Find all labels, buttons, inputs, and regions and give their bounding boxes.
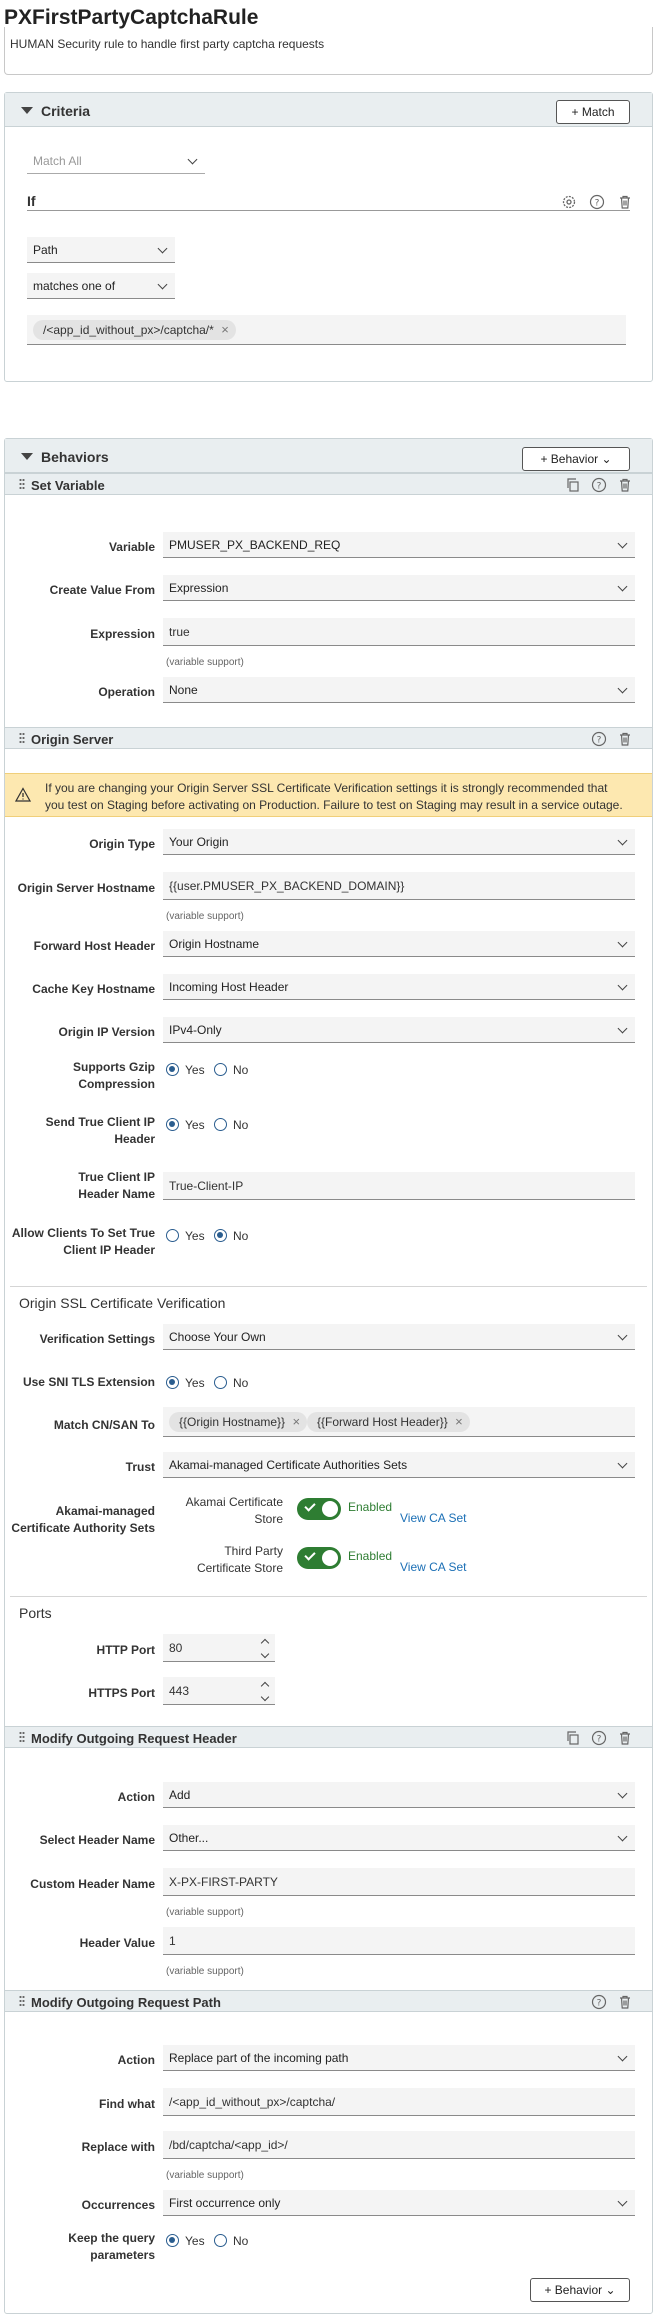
http-port-stepper[interactable] [163, 1634, 275, 1662]
modify-header-header [5, 1726, 652, 1748]
allow-clients-yes-label: Yes [185, 1229, 205, 1243]
chevron-down-icon [158, 280, 168, 290]
help-icon[interactable] [589, 194, 605, 210]
warning-icon [15, 787, 31, 803]
trash-icon[interactable] [617, 194, 633, 210]
https-port-stepper[interactable] [163, 1677, 275, 1705]
send-true-client-no-radio[interactable] [214, 1118, 227, 1131]
behaviors-header [5, 439, 652, 473]
svg-text:?: ? [596, 1998, 602, 2009]
akamai-store-toggle[interactable] [297, 1498, 341, 1520]
gzip-yes-label: Yes [185, 1063, 205, 1077]
custom-header-input[interactable]: X-PX-FIRST-PARTY [163, 1868, 635, 1896]
chevron-down-icon [618, 582, 628, 592]
chevron-down-icon [618, 1832, 628, 1842]
ca-sets-label: Akamai-managed Certificate Authority Sets [11, 1504, 155, 1535]
check-icon [304, 1549, 315, 1560]
sni-yes-label: Yes [185, 1376, 205, 1390]
occurrences-select[interactable] [163, 2190, 635, 2216]
occurrences-label: Occurrences [81, 2198, 155, 2212]
keep-query-no-radio[interactable] [214, 2234, 227, 2247]
drag-handle-icon[interactable] [19, 732, 25, 745]
trust-select[interactable] [163, 1452, 635, 1478]
allow-clients-label: Allow Clients To Set True Client IP Header [11, 1226, 155, 1257]
add-behavior-label: + Behavior [540, 452, 599, 466]
ports-section-divider [10, 1596, 647, 1597]
behaviors-card [4, 438, 653, 2314]
replace-with-hint: (variable support) [166, 2170, 244, 2181]
third-party-store-toggle[interactable] [297, 1547, 341, 1569]
ssl-section-title: Origin SSL Certificate Verification [19, 1295, 226, 1311]
akamai-store-status: Enabled [348, 1500, 393, 1514]
match-all-placeholder: Match All [33, 154, 82, 168]
send-true-client-no-label: No [233, 1118, 249, 1132]
header-action-label: Action [117, 1790, 155, 1804]
true-client-name-input[interactable]: True-Client-IP [163, 1172, 635, 1200]
help-icon[interactable] [591, 731, 607, 747]
select-header-select[interactable] [163, 1825, 635, 1851]
sni-no-label: No [233, 1376, 249, 1390]
condition-field-select[interactable] [27, 237, 175, 263]
ip-version-select[interactable] [163, 1017, 635, 1043]
svg-text:?: ? [596, 1734, 602, 1745]
trash-icon[interactable] [617, 1994, 633, 2010]
allow-clients-no-radio[interactable] [214, 1229, 227, 1242]
origin-type-label: Origin Type [89, 837, 155, 851]
svg-text:?: ? [596, 735, 602, 746]
cache-key-value: Incoming Host Header [169, 980, 289, 994]
akamai-view-ca-set-link[interactable]: View CA Set [400, 1511, 467, 1525]
chevron-down-icon [618, 1331, 628, 1341]
occurrences-value: First occurrence only [169, 2196, 281, 2210]
path-action-value: Replace part of the incoming path [169, 2051, 349, 2065]
expression-hint: (variable support) [166, 657, 244, 668]
https-port-label: HTTPS Port [88, 1686, 155, 1700]
origin-hostname-label: Origin Server Hostname [17, 881, 155, 895]
chevron-down-icon [618, 836, 628, 846]
chip-label: {{Forward Host Header}} [317, 1415, 448, 1429]
add-behavior-label: + Behavior [544, 2283, 603, 2297]
ssl-section-divider [10, 1286, 647, 1287]
chevron-down-icon [618, 1789, 628, 1799]
send-true-client-label: Send True Client IP Header [45, 1115, 155, 1146]
create-value-from-value: Expression [169, 581, 229, 595]
gear-icon[interactable] [561, 194, 577, 210]
collapse-caret-icon[interactable] [21, 107, 33, 114]
origin-type-select[interactable] [163, 829, 635, 855]
condition-values-input[interactable] [27, 315, 626, 345]
forward-host-value: Origin Hostname [169, 937, 260, 951]
ports-section-title: Ports [19, 1605, 52, 1621]
https-port-value: 443 [169, 1684, 190, 1698]
third-party-store-status: Enabled [348, 1549, 393, 1563]
set-variable-header [5, 473, 652, 495]
gzip-no-radio[interactable] [214, 1063, 227, 1076]
match-cn-input[interactable] [163, 1407, 635, 1437]
if-underline [27, 210, 630, 211]
origin-server-title: Origin Server [31, 732, 114, 747]
help-icon[interactable] [591, 1730, 607, 1746]
svg-text:?: ? [594, 198, 600, 209]
sni-yes-radio[interactable] [166, 1376, 179, 1389]
copy-icon[interactable] [565, 1730, 581, 1746]
condition-value-chip [33, 320, 236, 340]
cache-key-select[interactable] [163, 974, 635, 1000]
check-icon [304, 1500, 315, 1511]
trash-icon[interactable] [617, 731, 633, 747]
gzip-yes-radio[interactable] [166, 1063, 179, 1076]
gzip-no-label: No [233, 1063, 249, 1077]
origin-type-value: Your Origin [169, 835, 229, 849]
ssl-warning-banner [5, 773, 652, 817]
forward-host-label: Forward Host Header [33, 939, 155, 953]
svg-text:?: ? [596, 481, 602, 492]
chevron-down-icon: ⌄ [601, 452, 612, 466]
if-label: If [27, 193, 36, 209]
third-party-view-ca-set-link[interactable]: View CA Set [400, 1560, 467, 1574]
criteria-card [4, 92, 653, 382]
variable-label: Variable [108, 540, 155, 554]
path-action-select[interactable] [163, 2045, 635, 2071]
keep-query-no-label: No [233, 2234, 249, 2248]
trust-value: Akamai-managed Certificate Authorities Sets [169, 1458, 408, 1472]
chevron-down-icon [618, 539, 628, 549]
replace-with-input[interactable]: /bd/captcha/<app_id>/ [163, 2131, 635, 2159]
trash-icon[interactable] [617, 477, 633, 493]
operation-select[interactable] [163, 677, 635, 703]
origin-hostname-input[interactable]: {{user.PMUSER_PX_BACKEND_DOMAIN}} [163, 872, 635, 900]
header-value-input[interactable]: 1 [163, 1927, 635, 1955]
decrement-icon[interactable] [261, 1650, 269, 1658]
allow-clients-no-label: No [233, 1229, 249, 1243]
chevron-down-icon [618, 1024, 628, 1034]
modify-path-header [5, 1990, 652, 2012]
warning-text: If you are changing your Origin Server SSL Certificate Verification settings it is strongly recommended that you test on Staging before activating on Production. Failure to test on Staging may result in a service outage. [45, 781, 623, 812]
chevron-down-icon [618, 2052, 628, 2062]
chevron-down-icon [618, 981, 628, 991]
ip-version-label: Origin IP Version [58, 1025, 155, 1039]
header-action-value: Add [169, 1788, 191, 1802]
increment-icon[interactable] [261, 1639, 269, 1647]
drag-handle-icon[interactable] [19, 1731, 25, 1744]
remove-chip-icon[interactable]: × [455, 1414, 463, 1429]
verification-label: Verification Settings [39, 1332, 155, 1346]
allow-clients-yes-radio[interactable] [166, 1229, 179, 1242]
origin-server-header [5, 727, 652, 749]
sni-no-radio[interactable] [214, 1376, 227, 1389]
behaviors-title: Behaviors [41, 449, 109, 465]
create-value-from-select[interactable] [163, 575, 635, 601]
chevron-down-icon: ⌄ [605, 2283, 616, 2297]
add-behavior-bottom-button[interactable] [530, 2278, 630, 2302]
match-cn-chip [307, 1412, 470, 1432]
trust-label: Trust [125, 1460, 155, 1474]
send-true-client-yes-label: Yes [185, 1118, 205, 1132]
decrement-icon[interactable] [261, 1693, 269, 1701]
criteria-title: Criteria [41, 103, 91, 119]
remove-chip-icon[interactable]: × [292, 1414, 301, 1429]
custom-header-label: Custom Header Name [30, 1877, 155, 1891]
expression-label: Expression [90, 627, 155, 641]
page-description: HUMAN Security rule to handle first party captcha requests [4, 27, 653, 75]
chip-label: /<app_id_without_px>/captcha/* [43, 323, 214, 337]
header-action-select[interactable] [163, 1782, 635, 1808]
cache-key-label: Cache Key Hostname [32, 982, 155, 996]
sni-label: Use SNI TLS Extension [22, 1375, 155, 1389]
verification-value: Choose Your Own [169, 1330, 266, 1344]
increment-icon[interactable] [261, 1682, 269, 1690]
remove-chip-icon[interactable]: × [221, 322, 229, 337]
operation-value: None [169, 683, 198, 697]
origin-hostname-hint: (variable support) [166, 911, 244, 922]
custom-header-hint: (variable support) [166, 1907, 244, 1918]
path-action-label: Action [117, 2053, 155, 2067]
send-true-client-yes-radio[interactable] [166, 1118, 179, 1131]
collapse-caret-icon[interactable] [21, 453, 33, 460]
condition-field-value: Path [33, 243, 58, 257]
match-cn-label: Match CN/SAN To [53, 1418, 155, 1432]
variable-select[interactable] [163, 532, 635, 558]
help-icon[interactable] [591, 477, 607, 493]
chevron-down-icon [618, 684, 628, 694]
forward-host-select[interactable] [163, 931, 635, 957]
keep-query-yes-radio[interactable] [166, 2234, 179, 2247]
header-value-hint: (variable support) [166, 1966, 244, 1977]
drag-handle-icon[interactable] [19, 1995, 25, 2008]
operation-label: Operation [98, 685, 155, 699]
select-header-label: Select Header Name [39, 1833, 155, 1847]
copy-icon[interactable] [565, 477, 581, 493]
find-what-input[interactable]: /<app_id_without_px>/captcha/ [163, 2088, 635, 2116]
find-what-label: Find what [99, 2097, 155, 2111]
chip-label: {{Origin Hostname}} [179, 1415, 286, 1429]
modify-header-title: Modify Outgoing Request Header [31, 1731, 237, 1746]
http-port-value: 80 [169, 1641, 183, 1655]
page-title: PXFirstPartyCaptchaRule [4, 6, 259, 29]
condition-operator-select[interactable] [27, 273, 175, 299]
http-port-label: HTTP Port [96, 1643, 155, 1657]
create-value-from-label: Create Value From [49, 583, 155, 597]
akamai-store-label: Akamai Certificate Store [185, 1495, 283, 1526]
match-all-select[interactable] [27, 148, 205, 174]
chevron-down-icon [618, 2197, 628, 2207]
header-value-label: Header Value [79, 1936, 155, 1950]
add-match-button[interactable]: + Match [556, 100, 630, 124]
keep-query-label: Keep the query parameters [68, 2231, 155, 2262]
chevron-down-icon [158, 244, 168, 254]
match-cn-chip [169, 1412, 307, 1432]
replace-with-label: Replace with [81, 2140, 155, 2154]
select-header-value: Other... [169, 1831, 209, 1845]
help-icon[interactable] [591, 1994, 607, 2010]
chevron-down-icon [188, 155, 198, 165]
modify-path-title: Modify Outgoing Request Path [31, 1995, 221, 2010]
trash-icon[interactable] [617, 1730, 633, 1746]
third-party-store-label: Third Party Certificate Store [196, 1544, 283, 1575]
chevron-down-icon [618, 938, 628, 948]
chevron-down-icon [618, 1459, 628, 1469]
true-client-name-label: True Client IP Header Name [78, 1170, 155, 1201]
ip-version-value: IPv4-Only [169, 1023, 222, 1037]
expression-input[interactable]: true [163, 618, 635, 646]
add-behavior-button[interactable] [522, 447, 630, 471]
verification-select[interactable] [163, 1324, 635, 1350]
variable-value: PMUSER_PX_BACKEND_REQ [169, 538, 341, 552]
keep-query-yes-label: Yes [185, 2234, 205, 2248]
criteria-header [5, 93, 652, 127]
gzip-label: Supports Gzip Compression [73, 1060, 155, 1091]
condition-operator-value: matches one of [33, 279, 116, 293]
set-variable-title: Set Variable [31, 478, 105, 493]
drag-handle-icon[interactable] [19, 478, 25, 491]
